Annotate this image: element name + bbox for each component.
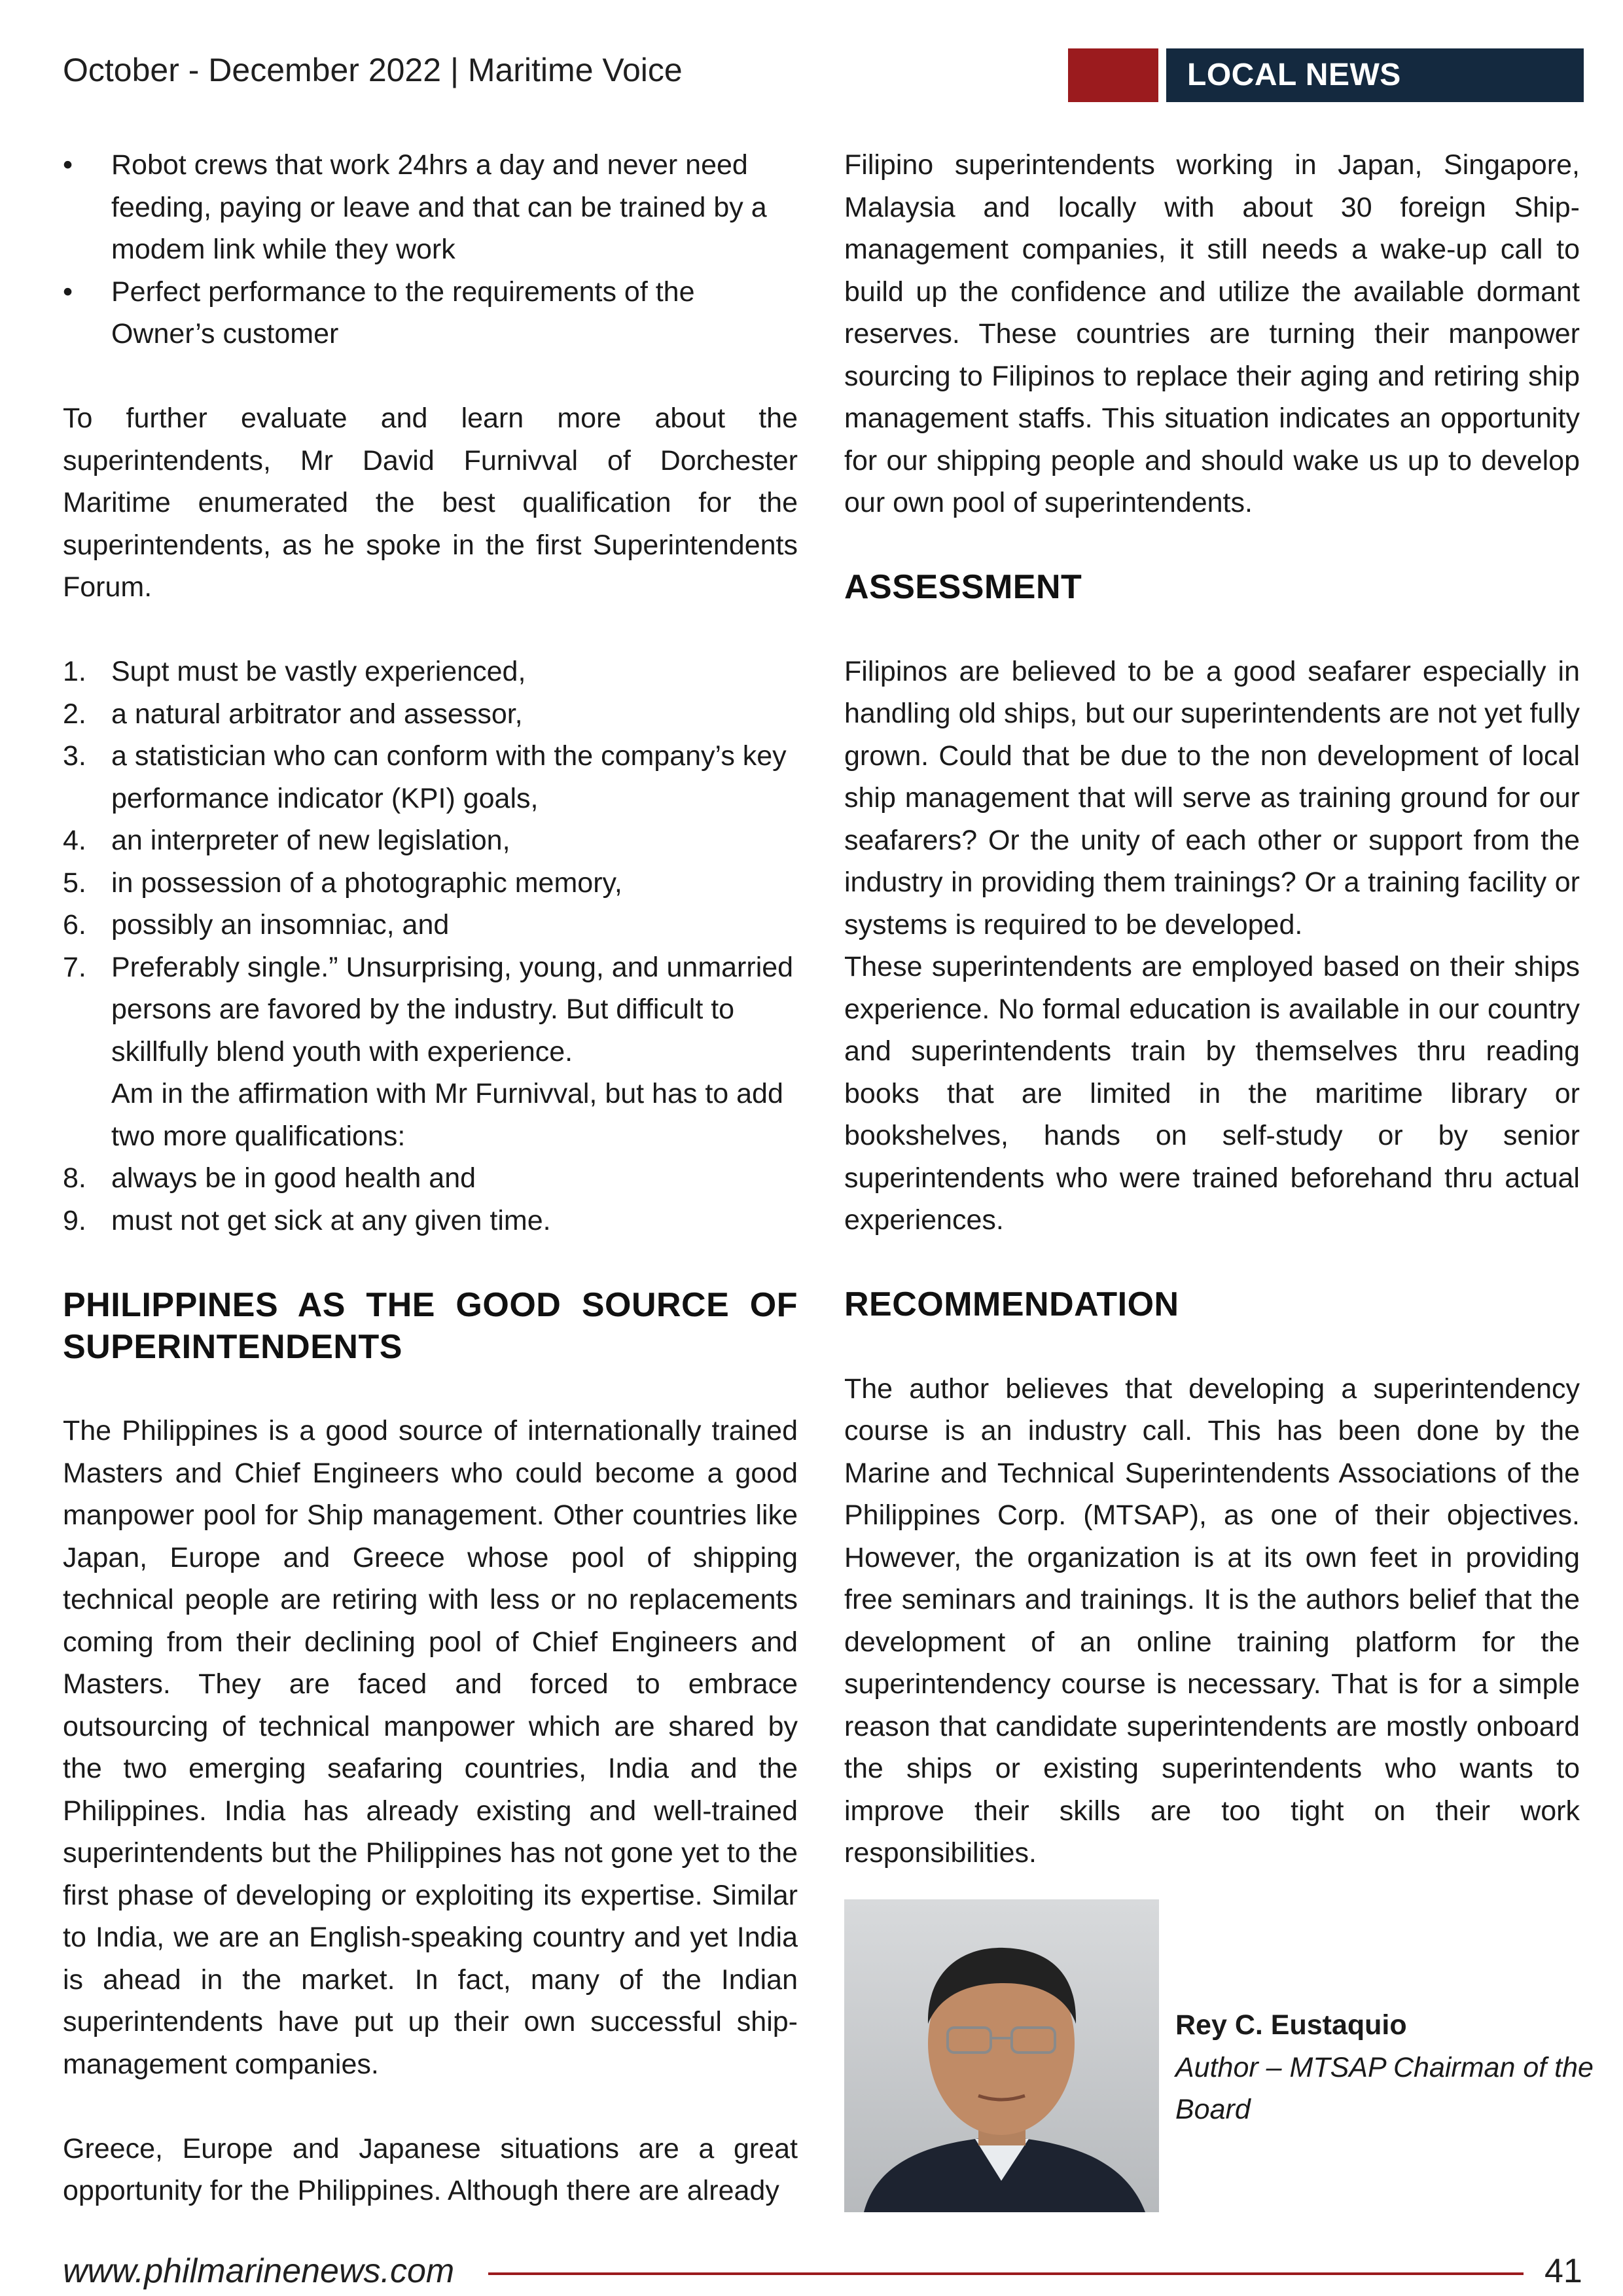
footer-divider — [488, 2272, 1524, 2275]
page-number: 41 — [1544, 2252, 1582, 2290]
qualification-list — [63, 651, 798, 1073]
list-item: • Robot crews that work 24hrs a day and never need feeding, paying or leave and that can be trained by a modem link while they work — [63, 144, 798, 271]
paragraph: The author believes that developing a superintendency course is an industry call. This has been done by the Marine and Technical Superintendents Associations of the Philippines Corp. (MTSAP), as one of their objectives. However, the organization is at its own feet in providing free seminars and trainings. It is the authors belief that the development of an online training platform for the superintendency course is necessary. That is for a simple reason that candidate superintendents are mostly onboard the ships or existing superintendents who wants to improve their skills are too tight on their work responsibilities. — [844, 1372, 1580, 1869]
paragraph: The Philippines is a good source of internationally trained Masters and Chief Engineers who could become a good manpower pool for Ship management. Other countries like Japan, Europe and Greece whose pool of shipping technical people are retiring with less or no replacements coming from their declining pool of Chief Engineers and Masters. They are faced and forced to embrace outsourcing of technical manpower which are shared by the two emerging seafaring countries, India and the Philippines. India has already existing and well-trained superintendents but the Philippines has not gone yet to the first phase of developing or exploiting its expertise. Similar to India, we are an English-speaking country and yet India is ahead in the market. In fact, many of the Indian superintendents have put up their own successful ship-management companies. — [63, 1415, 798, 2080]
header-accent-bar — [1068, 48, 1158, 102]
list-item: 1. Supt must be vastly experienced, — [63, 656, 526, 687]
list-item: 7. Preferably single.” Unsurprising, young, and unmarried persons are favored by the industry. But difficult to skillfully blend youth with experience. — [63, 951, 794, 1067]
list-item: 9. must not get sick at any given time. — [63, 1204, 551, 1236]
bullet-icon: • — [63, 276, 73, 308]
section-tag: LOCAL NEWS — [1166, 48, 1584, 102]
paragraph: Filipinos are believed to be a good seafarer especially in handling old ships, but our superintendents are not yet fully grown. Could that be due to the non development of local ship management that will serve as training ground for our seafarers? Or the unity of each other or support from the industry in providing them trainings? Or a training facility or systems is required to be developed. — [844, 655, 1580, 941]
author-role: Author – MTSAP Chairman of the Board — [1175, 2051, 1594, 2125]
right-column — [844, 144, 1580, 1874]
list-note: Am in the affirmation with Mr Furnivval, but has to add two more qualifications: — [111, 1078, 783, 1152]
paragraph: To further evaluate and learn more about the superintendents, Mr David Furnivval of Dorchester Maritime enumerated the best qualification for the superintendents, as he spoke in the first Superintendents Forum. — [63, 403, 798, 603]
paragraph: Filipino superintendents working in Japan, Singapore, Malaysia and locally with about 30 foreign Ship-management companies, it still needs a wake-up call to build up the confidence and utilize the available dormant reserves. These countries are turning their manpower sourcing to Filipinos to replace their aging and retiring ship management staffs. This situation indicates an opportunity for our shipping people and should wake us up to develop our own pool of superintendents. — [844, 149, 1580, 518]
bullet-list — [63, 144, 798, 355]
website-link[interactable]: www.philmarinenews.com — [63, 2252, 455, 2290]
list-item: 5. in possession of a photographic memory, — [63, 867, 622, 899]
paragraph: Greece, Europe and Japanese situations are a great opportunity for the Philippines. Although there are already — [63, 2132, 798, 2206]
section-heading: RECOMMENDATION — [844, 1285, 1179, 1323]
left-column — [63, 144, 798, 2212]
list-item: 2. a natural arbitrator and assessor, — [63, 698, 523, 730]
section-heading: PHILIPPINES AS THE GOOD SOURCE OF SUPERINTENDENTS — [63, 1285, 798, 1366]
paragraph: These superintendents are employed based on their ships experience. No formal education is available in our country and superintendents train by themselves thru reading books that are limited in the maritime library or bookshelves, hands on self-study or by senior superintendents who were trained beforehand thru actual experiences. — [844, 951, 1580, 1236]
list-item: 4. an interpreter of new legislation, — [63, 825, 510, 856]
issue-label: October - December 2022 | Maritime Voice — [63, 52, 683, 88]
qualification-list-extra — [63, 1157, 798, 1242]
author-name: Rey C. Eustaquio — [1175, 2009, 1407, 2041]
list-item: • Perfect performance to the requirements of the Owner’s customer — [63, 271, 798, 355]
list-item: 8. always be in good health and — [63, 1162, 476, 1194]
list-item: 3. a statistician who can conform with the company’s key performance indicator (KPI) goals, — [63, 740, 787, 814]
list-item: 6. possibly an insomniac, and — [63, 909, 450, 941]
bullet-icon: • — [63, 149, 73, 181]
section-heading: ASSESSMENT — [844, 568, 1082, 606]
author-caption — [1175, 2004, 1594, 2131]
author-photo — [844, 1899, 1159, 2212]
